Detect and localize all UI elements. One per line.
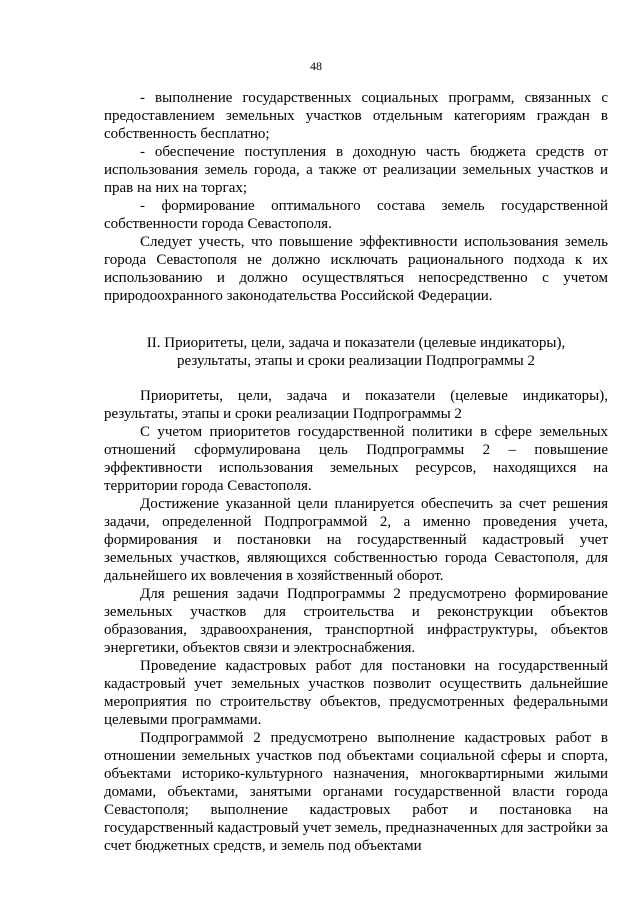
section-heading-line-1: II. Приоритеты, цели, задача и показатели (целевые индикаторы),	[146, 335, 566, 351]
page-number: 48	[310, 59, 322, 73]
section-heading-line-2: результаты, этапы и сроки реализации Подпрограммы 2	[177, 353, 535, 369]
paragraph: С учетом приоритетов государственной политики в сфере земельных отношений сформулирована цель Подпрограммы 2 – повышение эффективности использования земельных ресурсов, находящихся на территории города Севастополя.	[104, 424, 608, 494]
paragraph: Подпрограммой 2 предусмотрено выполнение кадастровых работ в отношении земельных участков под объектами социальной сферы и спорта, объектами историко-культурного назначения, многоквартирными жилыми домами, объектами, занятыми органами государственной власти города Севастополя; выполнение кадастровых работ и постановка на государственный кадастровый учет земель, предназначенных для застройки за счет бюджетных средств, и земель под объектами	[104, 730, 608, 854]
list-item: - обеспечение поступления в доходную часть бюджета средств от использования земель города, а также от реализации земельных участков и прав на них на торгах;	[104, 144, 608, 196]
paragraph: Приоритеты, цели, задача и показатели (целевые индикаторы), результаты, этапы и сроки реализации Подпрограммы 2	[104, 388, 608, 422]
paragraph: Для решения задачи Подпрограммы 2 предусмотрено формирование земельных участков для строительства и реконструкции объектов образования, здравоохранения, транспортной инфраструктуры, объектов энергетики, объектов связи и электроснабжения.	[104, 586, 608, 656]
list-item: - формирование оптимального состава земель государственной собственности города Севастополя.	[104, 198, 608, 232]
paragraph: Проведение кадастровых работ для постановки на государственный кадастровый учет земельных участков позволит осуществить дальнейшие мероприятия по строительству объектов, предусмотренных федеральными целевыми программами.	[104, 658, 608, 728]
section-heading	[104, 334, 608, 370]
paragraph: Следует учесть, что повышение эффективности использования земель города Севастополя не должно исключать рационального подхода к их использованию и должно осуществляться непосредственно с учетом природоохранного законодательства Российской Федерации.	[104, 234, 608, 304]
paragraph: Достижение указанной цели планируется обеспечить за счет решения задачи, определенной Подпрограммой 2, а именно проведения учета, формирования и постановки на государственный кадастровый учет земельных участков, являющихся собственностью города Севастополя, для дальнейшего их вовлечения в хозяйственный оборот.	[104, 496, 608, 584]
list-item: - выполнение государственных социальных программ, связанных с предоставлением земельных участков отдельным категориям граждан в собственность бесплатно;	[104, 90, 608, 142]
